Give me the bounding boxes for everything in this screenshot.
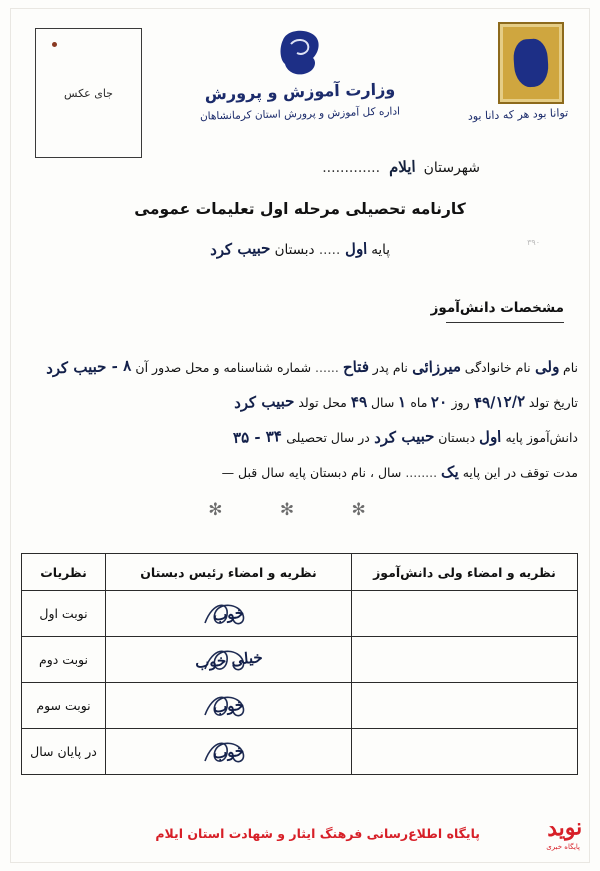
birth-day-label: روز <box>451 395 470 410</box>
signature-group <box>110 743 347 761</box>
faint-page-number: ۳۹۰ <box>527 238 540 247</box>
county-line <box>322 158 480 176</box>
signature-group <box>110 605 347 623</box>
repeat-value: یک <box>440 462 460 482</box>
period-cell: نوبت دوم <box>22 637 106 683</box>
birth-month-label: ماه <box>410 395 428 410</box>
column-header-period: نظریات <box>22 554 106 591</box>
period-cell: در پایان سال <box>22 729 106 775</box>
revenue-stamp-icon <box>498 22 564 104</box>
signature-icon <box>199 643 259 677</box>
signature-group <box>110 697 347 715</box>
guardian-signature-cell <box>352 683 578 729</box>
previous-year-label: سال ، نام دبستان پایه سال قبل <box>238 465 402 480</box>
father-name-label: نام پدر <box>372 360 408 375</box>
principal-remark-cell <box>106 729 352 775</box>
first-name-label: نام <box>562 360 578 375</box>
column-header-guardian: نظریه و امضاء ولی دانش‌آموز <box>352 554 578 591</box>
academic-year-value: ۳۴ - ۳۵ <box>232 427 283 447</box>
footer-watermark <box>0 813 600 859</box>
birth-place-label: محل تولد <box>298 395 347 410</box>
birth-year-value: ۴۹ <box>350 392 368 412</box>
id-label: شماره شناسنامه و محل صدور آن <box>135 360 312 375</box>
brand-name: نوید <box>546 814 583 842</box>
id-value: ۸ - حبیب کرد <box>46 356 132 378</box>
signature-icon <box>199 735 259 769</box>
birth-date-value: ۴۹/۱۲/۲ <box>473 392 526 412</box>
stamp-caption: توانا بود هر که دانا بود <box>467 106 569 123</box>
brand-subtitle: پایگاه خبری <box>546 843 580 851</box>
first-name-value: ولی <box>534 357 560 377</box>
enrolled-school-label: دبستان <box>438 430 476 445</box>
table-row <box>22 729 578 775</box>
signature-icon <box>199 689 259 723</box>
period-cell: نوبت سوم <box>22 683 106 729</box>
principal-remark-text: خوب <box>212 603 245 624</box>
footer-site-text: پایگاه اطلاع‌رسانی فرهنگ ایثار و شهادت استان ایلام <box>155 826 480 841</box>
ministry-title: وزارت آموزش و پرورش <box>204 79 396 104</box>
student-info-block <box>22 350 578 490</box>
family-name-label: نام خانوادگی <box>464 360 531 375</box>
previous-year-value: — <box>221 465 235 480</box>
county-dots: ............. <box>322 160 381 176</box>
student-info-row-4 <box>22 455 578 490</box>
principal-remark-text: خوب <box>212 695 245 716</box>
principal-remark-cell <box>106 591 352 637</box>
repeat-label: مدت توقف در این پایه <box>462 465 578 480</box>
grade-value: اول <box>344 239 368 259</box>
id-dots: ...... <box>315 360 339 375</box>
enrolled-label: دانش‌آموز پایه <box>505 430 578 445</box>
remarks-table <box>21 553 578 775</box>
birth-date-label: تاریخ تولد <box>528 395 578 410</box>
table-row <box>22 591 578 637</box>
brand-logo <box>486 815 582 849</box>
period-cell: نوبت اول <box>22 591 106 637</box>
family-name-value: میرزائی <box>411 357 462 377</box>
grade-label: پایه <box>371 242 391 258</box>
birth-place-value: حبیب کرد <box>233 391 295 413</box>
principal-remark-cell <box>106 683 352 729</box>
ministry-subtitle: اداره کل آموزش و پرورش استان کرمانشاهان <box>199 105 401 123</box>
signature-icon <box>199 597 259 631</box>
guardian-signature-cell <box>352 637 578 683</box>
principal-remark-text: خیلی خوب <box>194 647 263 672</box>
grade-school-line <box>0 240 600 258</box>
school-value: حبیب کرد <box>209 238 271 260</box>
student-info-row-2 <box>22 385 578 420</box>
father-name-value: فتاح <box>342 357 370 377</box>
guardian-signature-cell <box>352 729 578 775</box>
student-info-row-3 <box>22 420 578 455</box>
column-header-principal: نظریه و امضاء رئیس دبستان <box>106 554 352 591</box>
grade-dots: ..... <box>318 242 341 258</box>
guardian-signature-cell <box>352 591 578 637</box>
table-header-row <box>22 554 578 591</box>
enrolled-school-value: حبیب کرد <box>373 426 435 448</box>
birth-day-value: ۲۰ <box>431 392 448 412</box>
birth-year-label: سال <box>370 395 395 410</box>
page-title: کارنامه تحصیلی مرحله اول تعلیمات عمومی <box>134 200 466 218</box>
student-info-row-1 <box>22 350 578 385</box>
principal-remark-text: خوب <box>212 741 245 762</box>
stamp-ink-blot <box>512 38 549 88</box>
county-label: شهرستان <box>423 160 480 176</box>
county-value: ایلام <box>388 157 416 177</box>
enrolled-grade-value: اول <box>478 427 502 447</box>
asterisk-divider: ✻ ✻ ✻ <box>208 500 392 520</box>
school-label: دبستان <box>274 242 315 258</box>
table-row <box>22 683 578 729</box>
student-section-underline <box>446 322 564 323</box>
principal-remark-cell <box>106 637 352 683</box>
ministry-seal-icon <box>277 26 323 78</box>
photo-placeholder-label: جای عکس <box>64 86 113 100</box>
academic-year-label: در سال تحصیلی <box>286 430 370 445</box>
student-section-heading: مشخصات دانش‌آموز <box>430 300 564 316</box>
signature-group <box>110 647 347 672</box>
table-row <box>22 637 578 683</box>
previous-dots: ........ <box>405 465 438 480</box>
birth-month-value: ۱ <box>398 392 407 412</box>
